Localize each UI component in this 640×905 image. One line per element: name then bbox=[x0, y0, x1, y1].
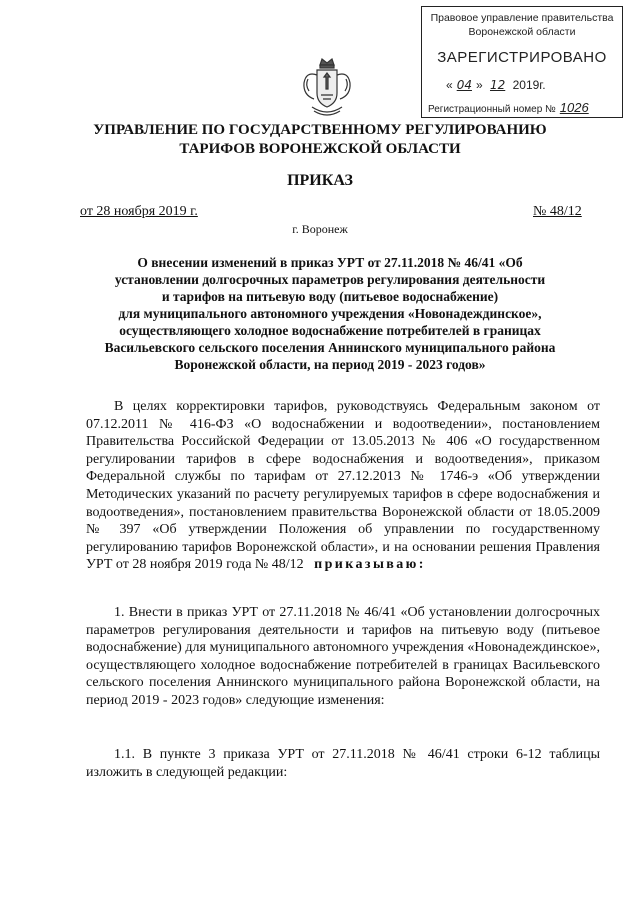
stamp-year: 2019г. bbox=[512, 78, 546, 92]
stamp-line-2: Воронежской области bbox=[468, 26, 576, 38]
item-1-paragraph: 1. Внести в приказ УРТ от 27.11.2018 № 46/41 «Об установлении долгосрочных параметров регулирования деятельности и тарифов на питьевую воду (питьевое водоснабжение) для муниципального автономного учреждения «Новонадеждинское», осуществляющего холодное водоснабжение потребителей в границах Васильевского сельского поселения Аннинского муниципального района Воронежской области, на период 2019 - 2023 годов» следующие изменения: bbox=[86, 605, 600, 708]
registration-stamp bbox=[421, 6, 623, 118]
document-type: ПРИКАЗ bbox=[287, 172, 353, 189]
coat-of-arms-icon bbox=[300, 55, 354, 119]
stamp-reg-number bbox=[428, 101, 589, 116]
stamp-month: 12 bbox=[489, 78, 506, 92]
stamp-date: « 04 » 12 2019г. bbox=[446, 78, 546, 92]
org-name-line-2: ТАРИФОВ ВОРОНЕЖСКОЙ ОБЛАСТИ bbox=[179, 141, 461, 157]
decree-word: приказываю: bbox=[314, 557, 426, 573]
preamble-text: В целях корректировки тарифов, руководствуясь Федеральным законом от 07.12.2011 № 416-ФЗ «О водоснабжении и водоотведении», постановлением Правительства Российской Федерации от 13.05.2013 № 406 «О государственном регулировании тарифов в сфере водоснабжения и водоотведения», приказом Федеральной службы по тарифам от 27.12.2013 № 1746-э «Об утверждении Методических указаний по расчету регулируемых тарифов в сфере водоснабжения и водоотведения», постановлением правительства Воронежской области от 18.05.2009 № 397 «Об утверждении Положения об управлении по государственному регулированию тарифов Воронежской области», и на основании решения Правления УРТ от 28 ноября 2019 года № 48/12 bbox=[86, 399, 600, 573]
subject-line: установлении долгосрочных параметров регулирования деятельности bbox=[114, 272, 546, 287]
preamble-paragraph bbox=[86, 398, 600, 574]
subject-line: О внесении изменений в приказ УРТ от 27.11.2018 № 46/41 «Об bbox=[137, 255, 523, 270]
org-name-line-1: УПРАВЛЕНИЕ ПО ГОСУДАРСТВЕННОМУ РЕГУЛИРОВАНИЮ bbox=[93, 122, 547, 138]
stamp-reg-label: Регистрационный номер № bbox=[428, 104, 556, 115]
stamp-day: 04 bbox=[456, 78, 472, 92]
stamp-line-1: Правовое управление правительства bbox=[430, 12, 614, 24]
stamp-reg-value: 1026 bbox=[559, 100, 589, 115]
order-city: г. Воронеж bbox=[292, 222, 348, 236]
order-date: от 28 ноября 2019 г. bbox=[80, 204, 198, 219]
subject-line: осуществляющего холодное водоснабжение потребителей в границах bbox=[119, 323, 541, 338]
subject-line: для муниципального автономного учреждения «Новонадеждинское», bbox=[118, 306, 542, 321]
subject-line: Воронежской области, на период 2019 - 2023 годов» bbox=[174, 357, 486, 372]
stamp-registered: ЗАРЕГИСТРИРОВАНО bbox=[437, 49, 607, 66]
subject-line: и тарифов на питьевую воду (питьевое водоснабжение) bbox=[161, 289, 499, 304]
item-1-1-paragraph: 1.1. В пункте 3 приказа УРТ от 27.11.2018 № 46/41 строки 6-12 таблицы изложить в следующей редакции: bbox=[86, 747, 600, 780]
order-number: № 48/12 bbox=[533, 204, 582, 219]
order-subject bbox=[60, 254, 600, 373]
subject-line: Васильевского сельского поселения Аннинского муниципального района bbox=[104, 340, 556, 355]
